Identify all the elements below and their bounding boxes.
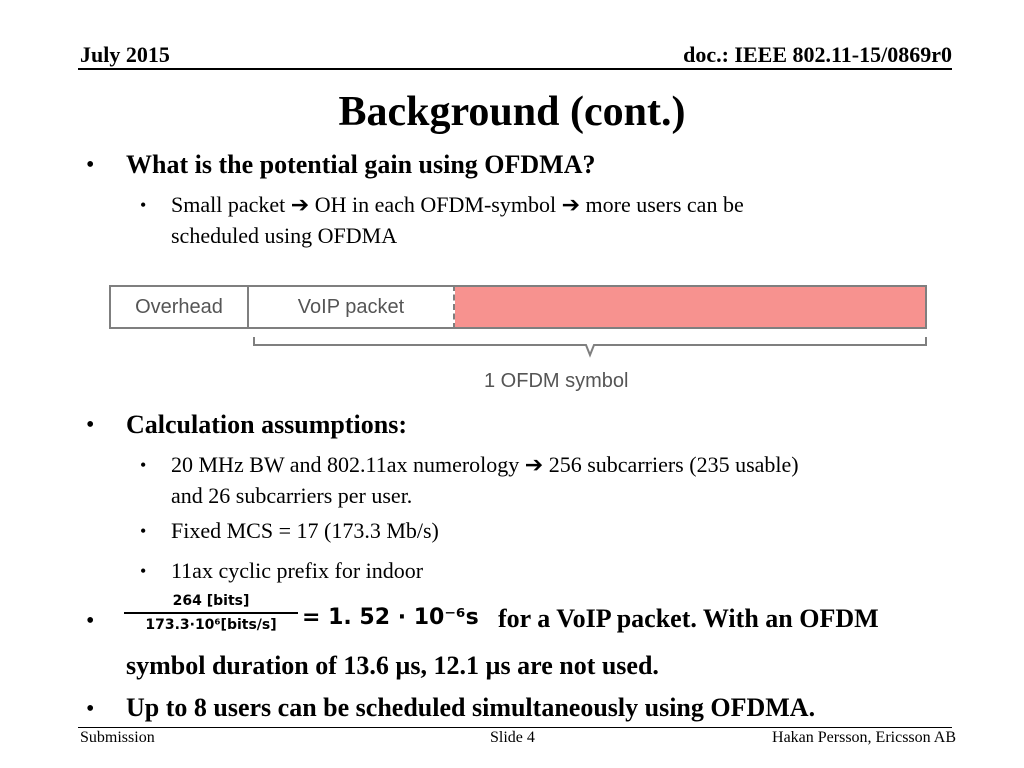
section1-heading: What is the potential gain using OFDMA? <box>126 150 596 179</box>
unused-capacity-block <box>455 285 927 329</box>
sub-bullet: • <box>140 195 147 215</box>
formula-numerator: 264 [bits] <box>124 593 298 614</box>
sub-bullet-part2: OH in each OFDM-symbol <box>314 192 557 217</box>
overhead-label: Overhead <box>135 295 223 318</box>
footer-divider <box>78 727 952 728</box>
assumption-numerology-line2: and 26 subcarriers per user. <box>171 483 413 508</box>
assumption-numerology-b: 256 subcarriers (235 usable) <box>548 452 799 477</box>
voip-packet-label: VoIP packet <box>297 295 405 318</box>
formula-text-after: for a VoIP packet. With an OFDM <box>498 604 879 633</box>
bullet: • <box>86 608 95 634</box>
ofdm-symbol-brace <box>250 335 930 360</box>
section1-sub-bullet <box>171 192 744 218</box>
ofdm-symbol-label: 1 OFDM symbol <box>484 370 629 392</box>
conclusion-bullet: Up to 8 users can be scheduled simultaneously using OFDMA. <box>126 693 816 722</box>
bullet: • <box>86 412 95 438</box>
slide-title: Background (cont.) <box>338 89 686 135</box>
footer-submission: Submission <box>80 729 155 746</box>
formula-denominator: 173.3·10⁶[bits/s] <box>145 617 277 633</box>
header-date: July 2015 <box>80 42 170 67</box>
bullet: • <box>86 696 95 722</box>
footer-author: Hakan Persson, Ericsson AB <box>772 729 956 746</box>
formula-result: = 1. 52 · 10⁻⁶s <box>302 605 479 630</box>
section1-sub-bullet-line2: scheduled using OFDMA <box>171 223 398 248</box>
bullet: • <box>86 152 95 178</box>
sub-bullet: • <box>140 521 147 541</box>
sub-bullet-part3: more users can be <box>585 192 744 217</box>
assumption-cyclic-prefix: 11ax cyclic prefix for indoor <box>171 558 424 583</box>
formula-line2: symbol duration of 13.6 µs, 12.1 µs are not used. <box>126 651 659 680</box>
sub-bullet: • <box>140 455 147 475</box>
arrow-right-icon: ➔ <box>561 192 580 217</box>
section2-heading: Calculation assumptions: <box>126 410 407 439</box>
assumption-mcs: Fixed MCS = 17 (173.3 Mb/s) <box>171 518 439 543</box>
arrow-right-icon: ➔ <box>524 452 544 477</box>
sub-bullet: • <box>140 561 147 581</box>
formula-fraction <box>124 593 298 633</box>
sub-bullet-part1: Small packet <box>171 192 286 217</box>
arrow-right-icon: ➔ <box>290 192 310 217</box>
header-divider <box>78 68 952 70</box>
assumption-numerology <box>171 452 799 478</box>
voip-packet-block <box>247 285 455 329</box>
header-doc-id: doc.: IEEE 802.11-15/0869r0 <box>683 42 952 67</box>
overhead-block <box>109 285 249 329</box>
footer-slide-number: Slide 4 <box>490 729 535 746</box>
assumption-numerology-a: 20 MHz BW and 802.11ax numerology <box>171 452 520 477</box>
